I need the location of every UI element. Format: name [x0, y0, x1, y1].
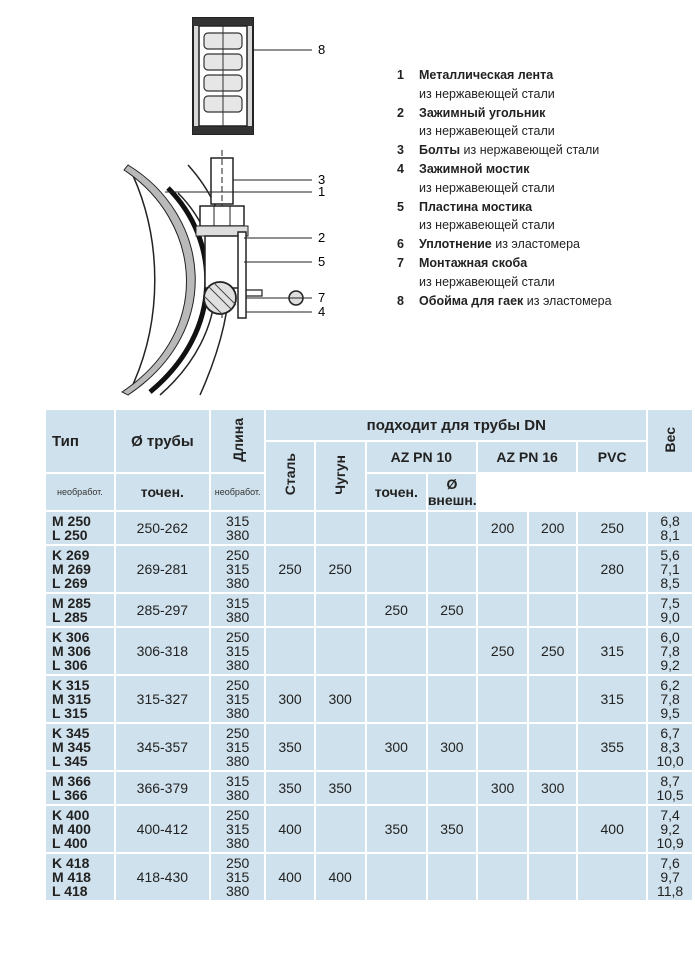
az10t-cell: [428, 628, 476, 674]
weights-value: 6,2: [660, 677, 680, 693]
weights-cell: [648, 806, 692, 852]
legend-material-line: из нержавеющей стали: [419, 124, 555, 139]
cast-cell: [316, 594, 365, 626]
types-value: L 345: [52, 753, 88, 769]
header-pvc: PVC: [578, 442, 646, 472]
steel-cell: [266, 594, 313, 626]
az16raw-cell: [478, 594, 527, 626]
cast-cell: [316, 512, 365, 544]
legend-material-line: из нержавеющей стали: [419, 86, 555, 101]
header-type: Тип: [46, 410, 114, 472]
legend-part-name: Металлическая лента: [419, 68, 554, 82]
az10raw-cell: [367, 546, 426, 592]
types-value: M 418: [52, 869, 91, 885]
lengths-value: 315: [225, 595, 250, 611]
az16t-cell: [529, 594, 576, 626]
az16t-cell: 200: [529, 512, 576, 544]
steel-cell: 400: [266, 854, 313, 900]
az16raw-cell: [478, 854, 527, 900]
steel-cell: 350: [266, 724, 313, 770]
legend-part-name: Уплотнение: [419, 237, 492, 252]
types-value: K 306: [52, 629, 90, 645]
pvc-cell: [578, 772, 646, 804]
weights-value: 6,7: [660, 725, 680, 741]
table-row: [46, 854, 692, 900]
lengths-value: 250: [225, 547, 250, 563]
pvc-cell: [578, 854, 646, 900]
legend-item: [397, 254, 692, 292]
cast-cell: [316, 724, 365, 770]
az10raw-cell: 300: [367, 724, 426, 770]
az16raw-cell: [478, 676, 527, 722]
table-row: [46, 512, 692, 544]
legend-item: [397, 141, 692, 160]
legend-item: [397, 66, 692, 104]
lengths-value: 380: [225, 787, 250, 803]
weights-value: 8,5: [660, 575, 680, 591]
types-value: M 250: [52, 513, 91, 529]
cast-cell: [316, 806, 365, 852]
az16t-cell: [529, 546, 576, 592]
header-pipe-diameter: Ø трубы: [116, 410, 209, 472]
cast-cell: 300: [316, 676, 365, 722]
legend-material: из эластомера: [491, 237, 581, 252]
lengths-value: 315: [225, 821, 250, 837]
az16t-cell: 250: [529, 628, 576, 674]
az10raw-cell: [367, 772, 426, 804]
lengths-value: 250: [225, 629, 250, 645]
az16t-cell: [529, 806, 576, 852]
pipe-cell: 366-379: [116, 772, 209, 804]
az16raw-cell: [478, 806, 527, 852]
az10t-cell: 250: [428, 594, 476, 626]
weights-value: 8,1: [660, 527, 680, 543]
weights-value: 11,8: [656, 883, 684, 899]
legend-material: из эластомера: [523, 293, 612, 308]
types-value: M 400: [52, 821, 91, 837]
lengths-cell: [211, 512, 265, 544]
weights-cell: [648, 594, 692, 626]
weights-value: 7,8: [660, 643, 680, 659]
callout-5: 5: [318, 254, 326, 269]
pvc-cell: 250: [578, 512, 646, 544]
types-value: M 269: [52, 561, 91, 577]
weights-value: 9,5: [660, 705, 680, 721]
table-row: [46, 772, 692, 804]
weights-value: 6,0: [660, 629, 680, 645]
pipe-cell: 418-430: [116, 854, 209, 900]
types-value: K 345: [52, 725, 90, 741]
spec-table: [44, 408, 694, 902]
weights-cell: [648, 772, 692, 804]
types-value: K 315: [52, 677, 90, 693]
pvc-cell: 355: [578, 724, 646, 770]
pvc-cell: 315: [578, 676, 646, 722]
types-value: L 418: [52, 883, 88, 899]
legend-material-line: из нержавеющей стали: [419, 218, 555, 233]
types-value: L 306: [52, 657, 88, 673]
az16t-cell: [529, 676, 576, 722]
types-cell: [46, 676, 114, 722]
weights-value: 5,6: [660, 547, 680, 563]
az16t-cell: [529, 854, 576, 900]
az10t-cell: 350: [428, 806, 476, 852]
types-cell: [46, 546, 114, 592]
legend-part-name: Монтажная скоба: [419, 255, 528, 270]
az10raw-cell: [367, 854, 426, 900]
steel-cell: [266, 628, 313, 674]
header-pvc-outer: Ø внешн.: [427, 476, 477, 508]
az10t-cell: 300: [428, 724, 476, 770]
lengths-cell: [211, 724, 265, 770]
pvc-cell: [578, 594, 646, 626]
header-fits-dn: подходит для трубы DN: [266, 410, 646, 440]
steel-cell: [266, 512, 313, 544]
lengths-value: 250: [225, 677, 250, 693]
lengths-cell: [211, 854, 265, 900]
types-value: M 345: [52, 739, 91, 755]
weights-cell: [648, 628, 692, 674]
header-az10-raw: необработ.: [46, 474, 114, 510]
pipe-cell: 269-281: [116, 546, 209, 592]
lengths-value: 380: [225, 705, 250, 721]
table-row: [46, 806, 692, 852]
table-row: [46, 594, 692, 626]
types-cell: [46, 594, 114, 626]
types-value: K 400: [52, 807, 90, 823]
lengths-value: 380: [225, 575, 250, 591]
callout-7: 7: [318, 290, 326, 305]
weights-value: 9,2: [660, 821, 680, 837]
legend-part-name: Пластина мостика: [419, 199, 533, 214]
lengths-value: 250: [225, 807, 250, 823]
legend-item: [397, 292, 692, 311]
types-value: M 366: [52, 773, 91, 789]
callout-8: 8: [318, 42, 326, 57]
lengths-cell: [211, 806, 265, 852]
types-cell: [46, 772, 114, 804]
weights-value: 6,8: [660, 513, 680, 529]
legend-part-name: Зажимный угольник: [419, 105, 546, 120]
legend-material: из нержавеющей стали: [460, 143, 600, 158]
lengths-value: 250: [225, 855, 250, 871]
az10t-cell: [428, 546, 476, 592]
header-cast-iron: Чугун: [316, 442, 365, 510]
legend-material-line: из нержавеющей стали: [419, 180, 555, 195]
types-value: L 285: [52, 609, 88, 625]
weights-value: 7,1: [660, 561, 680, 577]
types-cell: [46, 806, 114, 852]
types-value: K 269: [52, 547, 90, 563]
pipe-cell: 285-297: [116, 594, 209, 626]
header-az10-turned: точен.: [116, 474, 209, 510]
weights-value: 10,5: [656, 787, 684, 803]
az16t-cell: 300: [529, 772, 576, 804]
weights-value: 7,8: [660, 691, 680, 707]
lengths-value: 380: [225, 835, 250, 851]
legend-number: 7: [397, 255, 404, 270]
legend-part-name: Зажимной мостик: [419, 161, 530, 176]
lengths-value: 250: [225, 725, 250, 741]
weights-value: 9,2: [660, 657, 680, 673]
callout-1: 1: [318, 184, 326, 199]
az10t-cell: [428, 772, 476, 804]
az10raw-cell: [367, 512, 426, 544]
lengths-value: 315: [225, 773, 250, 789]
lengths-value: 315: [225, 691, 250, 707]
legend-number: 2: [397, 105, 404, 120]
pipe-cell: 250-262: [116, 512, 209, 544]
pvc-cell: 400: [578, 806, 646, 852]
lengths-value: 315: [225, 643, 250, 659]
weights-value: 7,4: [660, 807, 680, 823]
legend-item: [397, 235, 692, 254]
az10raw-cell: 350: [367, 806, 426, 852]
types-value: L 269: [52, 575, 88, 591]
weights-value: 10,0: [656, 753, 684, 769]
az16raw-cell: 300: [478, 772, 527, 804]
lengths-value: 315: [225, 513, 250, 529]
nut-holder-drawing: [193, 18, 312, 134]
steel-cell: 250: [266, 546, 313, 592]
az16raw-cell: [478, 546, 527, 592]
table-row: [46, 676, 692, 722]
lengths-value: 380: [225, 657, 250, 673]
types-cell: [46, 854, 114, 900]
pipe-cell: 306-318: [116, 628, 209, 674]
header-weight: Вес: [648, 410, 692, 472]
legend-number: 1: [397, 68, 404, 82]
lengths-value: 315: [225, 869, 250, 885]
legend-item: [397, 198, 692, 236]
lengths-value: 380: [225, 527, 250, 543]
pipe-cell: 400-412: [116, 806, 209, 852]
types-value: M 315: [52, 691, 91, 707]
types-value: K 418: [52, 855, 90, 871]
lengths-value: 315: [225, 739, 250, 755]
legend-number: 3: [397, 143, 404, 158]
types-value: L 315: [52, 705, 88, 721]
weights-value: 8,3: [660, 739, 680, 755]
legend-part-name: Болты: [419, 143, 461, 158]
weights-cell: [648, 854, 692, 900]
lengths-value: 380: [225, 753, 250, 769]
weights-value: 9,7: [660, 869, 680, 885]
callout-2: 2: [318, 230, 326, 245]
types-cell: [46, 724, 114, 770]
pipe-cell: 345-357: [116, 724, 209, 770]
table-row: [46, 628, 692, 674]
legend-item: [397, 104, 692, 142]
table-row: [46, 724, 692, 770]
lengths-value: 380: [225, 883, 250, 899]
lengths-cell: [211, 594, 265, 626]
pvc-cell: 280: [578, 546, 646, 592]
header-length: Длина: [211, 410, 265, 472]
legend-material-line: из нержавеющей стали: [419, 274, 555, 289]
steel-cell: 400: [266, 806, 313, 852]
types-value: L 400: [52, 835, 88, 851]
table-row: [46, 546, 692, 592]
steel-cell: 350: [266, 772, 313, 804]
az16raw-cell: 200: [478, 512, 527, 544]
pipe-cell: 315-327: [116, 676, 209, 722]
weights-cell: [648, 512, 692, 544]
weights-value: 7,5: [660, 595, 680, 611]
types-value: L 250: [52, 527, 88, 543]
types-value: M 306: [52, 643, 91, 659]
bolt-assembly-drawing: [196, 150, 312, 320]
legend-part-name: Обойма для гаек: [419, 293, 524, 308]
lengths-cell: [211, 628, 265, 674]
weights-cell: [648, 546, 692, 592]
legend-number: 5: [397, 199, 404, 214]
steel-cell: 300: [266, 676, 313, 722]
lengths-cell: [211, 772, 265, 804]
cast-cell: [316, 628, 365, 674]
callout-3: 3: [318, 172, 326, 187]
header-az-pn16: AZ PN 16: [478, 442, 576, 472]
weights-value: 10,9: [656, 835, 684, 851]
header-az16-raw: необработ.: [211, 474, 265, 510]
weights-value: 7,6: [660, 855, 680, 871]
cast-cell: 400: [316, 854, 365, 900]
types-value: M 285: [52, 595, 91, 611]
cast-cell: 250: [316, 546, 365, 592]
az10raw-cell: [367, 628, 426, 674]
types-value: L 366: [52, 787, 88, 803]
weights-value: 8,7: [660, 773, 680, 789]
pvc-cell: 315: [578, 628, 646, 674]
legend-number: 8: [397, 293, 404, 308]
callout-4: 4: [318, 304, 326, 319]
weights-cell: [648, 676, 692, 722]
weights-cell: [648, 724, 692, 770]
az10t-cell: [428, 512, 476, 544]
header-az16-turned: точен.: [367, 474, 426, 510]
az10raw-cell: [367, 676, 426, 722]
lengths-cell: [211, 546, 265, 592]
az16raw-cell: [478, 724, 527, 770]
az10t-cell: [428, 676, 476, 722]
legend-number: 6: [397, 237, 404, 252]
legend-item: [397, 160, 692, 198]
lengths-value: 380: [225, 609, 250, 625]
weights-value: 9,0: [660, 609, 680, 625]
az10t-cell: [428, 854, 476, 900]
az16t-cell: [529, 724, 576, 770]
parts-legend: [397, 66, 692, 310]
lengths-cell: [211, 676, 265, 722]
header-steel: Сталь: [266, 442, 313, 510]
legend-number: 4: [397, 161, 404, 176]
types-cell: [46, 512, 114, 544]
az16raw-cell: 250: [478, 628, 527, 674]
az10raw-cell: 250: [367, 594, 426, 626]
header-az-pn10: AZ PN 10: [367, 442, 476, 472]
lengths-value: 315: [225, 561, 250, 577]
cast-cell: 350: [316, 772, 365, 804]
types-cell: [46, 628, 114, 674]
